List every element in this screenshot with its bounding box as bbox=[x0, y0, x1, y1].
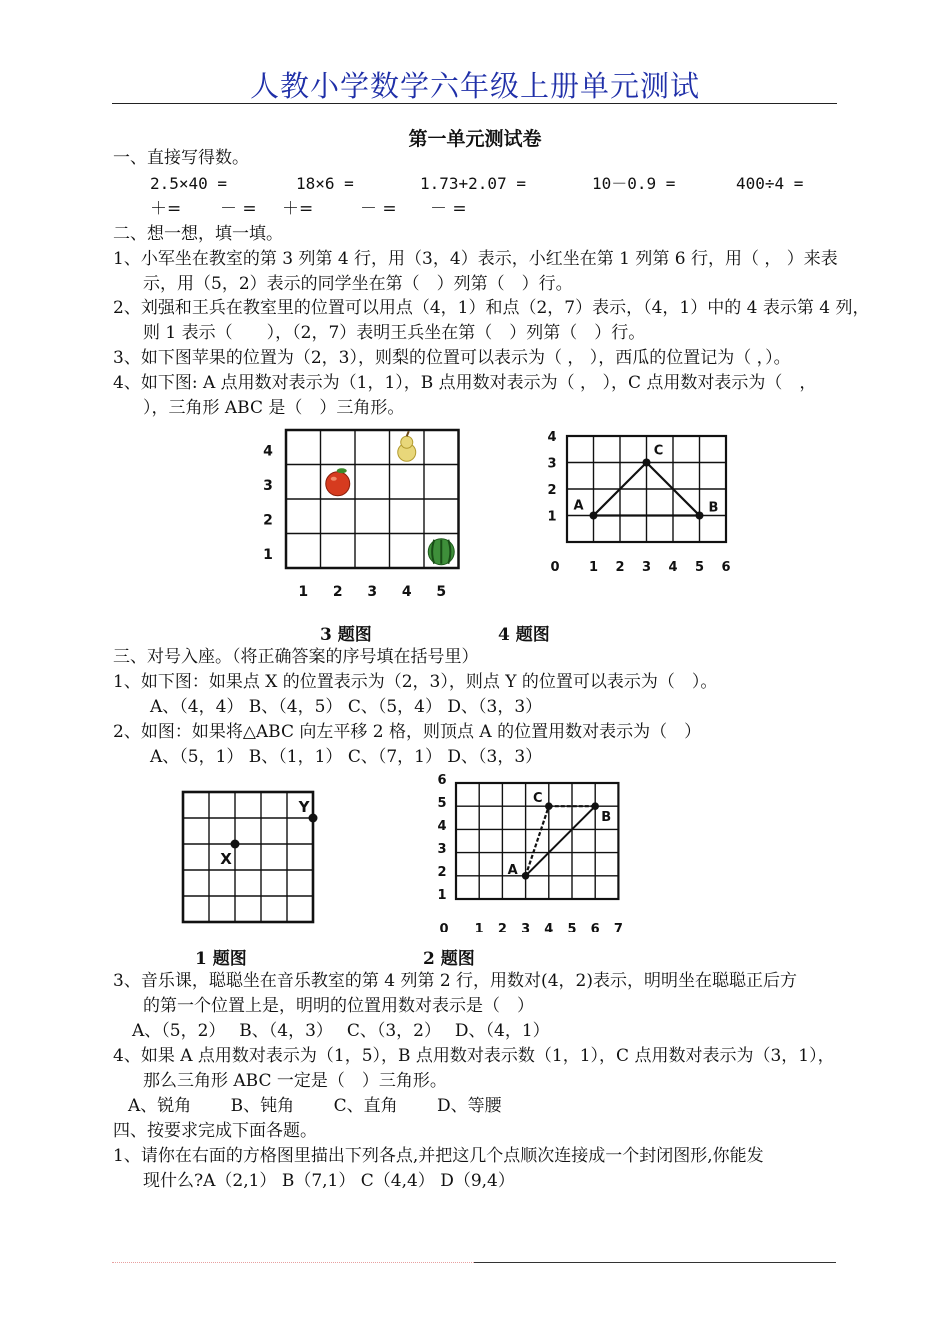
vertex-b bbox=[696, 512, 704, 520]
grid-border bbox=[183, 792, 313, 922]
x-tick-label: 5 bbox=[436, 584, 447, 600]
vertex-label: A bbox=[573, 498, 584, 514]
fruit-grid-figure bbox=[255, 425, 470, 600]
problem-5: 400÷4 = bbox=[736, 174, 804, 193]
side-ab bbox=[526, 806, 596, 876]
y-tick-label: 3 bbox=[547, 456, 557, 472]
vertex-c bbox=[643, 459, 651, 467]
x-tick-label: 3 bbox=[641, 560, 652, 575]
header-rule bbox=[112, 103, 837, 104]
y-tick-label: 3 bbox=[437, 841, 447, 857]
x-tick-label: 6 bbox=[590, 922, 600, 932]
vertex-c bbox=[545, 802, 553, 810]
point-label: X bbox=[220, 850, 232, 868]
s2-q3: 3、如下图苹果的位置为（2，3），则梨的位置可以表示为（ ， ），西瓜的位置记为（ ，）。 bbox=[113, 348, 791, 368]
answer-slot-5: － = bbox=[430, 199, 467, 219]
s2-q1-line1: 1、小军坐在教室的第 3 列第 4 行，用（3，4）表示，小红坐在第 1 列第 6 行，用（ ， ）来表 bbox=[113, 249, 838, 269]
y-tick-label: 2 bbox=[263, 512, 273, 529]
apple-leaf bbox=[337, 468, 347, 473]
footer-rule bbox=[474, 1262, 836, 1263]
point-label: Y bbox=[298, 798, 310, 816]
s3-q4-line2: 那么三角形 ABC 一定是（ ）三角形。 bbox=[143, 1071, 447, 1091]
y-tick-label: 2 bbox=[437, 864, 447, 880]
s2-q2-line1: 2、刘强和王兵在教室里的位置可以用点（4，1）和点（2，7）表示，（4，1）中的 4 表示第 4 列， bbox=[113, 298, 870, 318]
vertex-label: B bbox=[708, 500, 719, 516]
x-tick-label: 1 bbox=[474, 922, 484, 932]
y-tick-label: 3 bbox=[263, 477, 273, 494]
point-y bbox=[309, 814, 318, 823]
fig1-caption: 1 题图 bbox=[195, 949, 247, 969]
answer-slot-3: ＋= bbox=[282, 199, 314, 219]
s2-q2-line2: 则 1 表示（ ），（2，7）表明王兵坐在第（ ）列第（ ）行。 bbox=[143, 323, 646, 343]
y-tick-label: 6 bbox=[437, 773, 447, 788]
x-tick-label: 2 bbox=[497, 922, 507, 932]
x-tick-label: 3 bbox=[521, 922, 531, 932]
x-tick-label: 6 bbox=[721, 560, 731, 575]
s4-q1-line1: 1、请你在右面的方格图里描出下列各点,并把这几个点顺次连接成一个封闭图形,你能发 bbox=[113, 1146, 764, 1166]
x-tick-label: 1 bbox=[588, 560, 599, 575]
x-tick-label: 2 bbox=[332, 584, 343, 600]
footer-dotted-rule bbox=[112, 1262, 474, 1263]
pear-icon bbox=[398, 431, 416, 461]
answer-slot-1: ＋= bbox=[150, 199, 182, 219]
pear-top bbox=[401, 436, 413, 448]
y-tick-label: 1 bbox=[547, 509, 557, 525]
s3-q2-options: A、（5，1） B、（1，1） C、（7，1） D、（3，3） bbox=[150, 747, 543, 767]
y-tick-label: 5 bbox=[437, 795, 447, 811]
s3-q4-options: A、锐角 B、钝角 C、直角 D、等腰 bbox=[128, 1096, 502, 1116]
vertex-a bbox=[522, 872, 530, 880]
shift-grid-figure bbox=[428, 770, 628, 932]
test-subtitle: 第一单元测试卷 bbox=[408, 128, 542, 150]
x-tick-label: 4 bbox=[668, 560, 678, 575]
s3-q1: 1、如下图：如果点 X 的位置表示为（2，3），则点 Y 的位置可以表示为（ ）。 bbox=[113, 672, 718, 692]
s2-q4-line1: 4、如下图: A 点用数对表示为（1，1），B 点用数对表示为（ ， ），C 点用数对表示为（ ， bbox=[113, 373, 817, 393]
s2-q4-line2: ），三角形 ABC 是（ ）三角形。 bbox=[143, 398, 405, 418]
answer-slot-4: － = bbox=[360, 199, 397, 219]
apple-highlight bbox=[331, 477, 337, 481]
s3-q4-line1: 4、如果 A 点用数对表示为（1，5），B 点用数对表示数（1，1），C 点用数对表示为（3，1）， bbox=[113, 1046, 835, 1066]
x-tick-label: 7 bbox=[613, 922, 623, 932]
answer-slot-2: － = bbox=[220, 199, 257, 219]
fig4-caption: 4 题图 bbox=[498, 625, 550, 645]
watermelon-icon bbox=[428, 539, 454, 565]
x-tick-label: 2 bbox=[615, 560, 625, 575]
x-tick-label: 5 bbox=[694, 560, 705, 575]
s2-q1-line2: 示，用（5，2）表示的同学坐在第（ ）列第（ ）行。 bbox=[143, 274, 573, 294]
y-tick-label: 4 bbox=[263, 443, 273, 460]
s3-q3-line2: 的第一个位置上是，明明的位置用数对表示是（ ） bbox=[143, 996, 534, 1016]
document-title: 人教小学数学六年级上册单元测试 bbox=[249, 69, 700, 103]
vertex-label: A bbox=[507, 862, 518, 878]
vertex-a bbox=[590, 512, 598, 520]
problem-2: 18×6 = bbox=[296, 174, 354, 193]
x-tick-label: 3 bbox=[367, 584, 378, 600]
vertex-label: C bbox=[533, 791, 543, 807]
problem-3: 1.73+2.07 = bbox=[420, 174, 526, 193]
vertex-b bbox=[591, 802, 599, 810]
x-tick-label: 1 bbox=[298, 584, 309, 600]
s3-q3-line1: 3、音乐课，聪聪坐在音乐教室的第 4 列第 2 行，用数对(4，2)表示，明明坐在聪聪正后方 bbox=[113, 971, 797, 991]
apple-icon bbox=[326, 468, 350, 496]
y-tick-label: 4 bbox=[437, 818, 447, 834]
fig3-caption: 3 题图 bbox=[320, 625, 372, 645]
problem-1: 2.5×40 = bbox=[150, 174, 228, 193]
pear-stem bbox=[407, 431, 409, 436]
problem-4: 10－0.9 = bbox=[592, 174, 676, 193]
x-tick-label: 4 bbox=[544, 922, 554, 932]
triangle-grid-figure bbox=[540, 428, 740, 576]
y-tick-label: 2 bbox=[547, 483, 557, 498]
vertex-label: B bbox=[601, 810, 612, 826]
y-tick-label: 1 bbox=[437, 887, 447, 903]
x-tick-label: 4 bbox=[401, 584, 412, 600]
section3-heading: 三、对号入座。（将正确答案的序号填在括号里） bbox=[113, 647, 479, 667]
x-tick-label: 0 bbox=[439, 922, 449, 932]
apple-body bbox=[326, 472, 350, 496]
section2-heading: 二、想一想，填一填。 bbox=[113, 224, 283, 244]
vertex-label: C bbox=[653, 443, 664, 459]
fig2-caption: 2 题图 bbox=[423, 949, 475, 969]
x-tick-label: 0 bbox=[550, 560, 560, 575]
y-tick-label: 4 bbox=[547, 430, 557, 445]
s3-q3-options: A、（5，2） B、（4，3） C、（3，2） D、（4，1） bbox=[132, 1021, 550, 1041]
s3-q1-options: A、（4，4） B、（4，5） C、（5，4） D、（3，3） bbox=[150, 697, 543, 717]
s3-q2: 2、如图：如果将△ABC 向左平移 2 格，则顶点 A 的位置用数对表示为（ ） bbox=[113, 722, 702, 742]
y-tick-label: 1 bbox=[263, 546, 273, 563]
xy-grid-figure bbox=[178, 788, 326, 924]
s4-q1-line2: 现什么?A（2,1） B（7,1） C（4,4） D（9,4） bbox=[143, 1171, 515, 1191]
point-x bbox=[231, 840, 240, 849]
section1-heading: 一、直接写得数。 bbox=[113, 148, 249, 168]
section4-heading: 四、按要求完成下面各题。 bbox=[113, 1121, 317, 1141]
x-tick-label: 5 bbox=[567, 922, 577, 932]
